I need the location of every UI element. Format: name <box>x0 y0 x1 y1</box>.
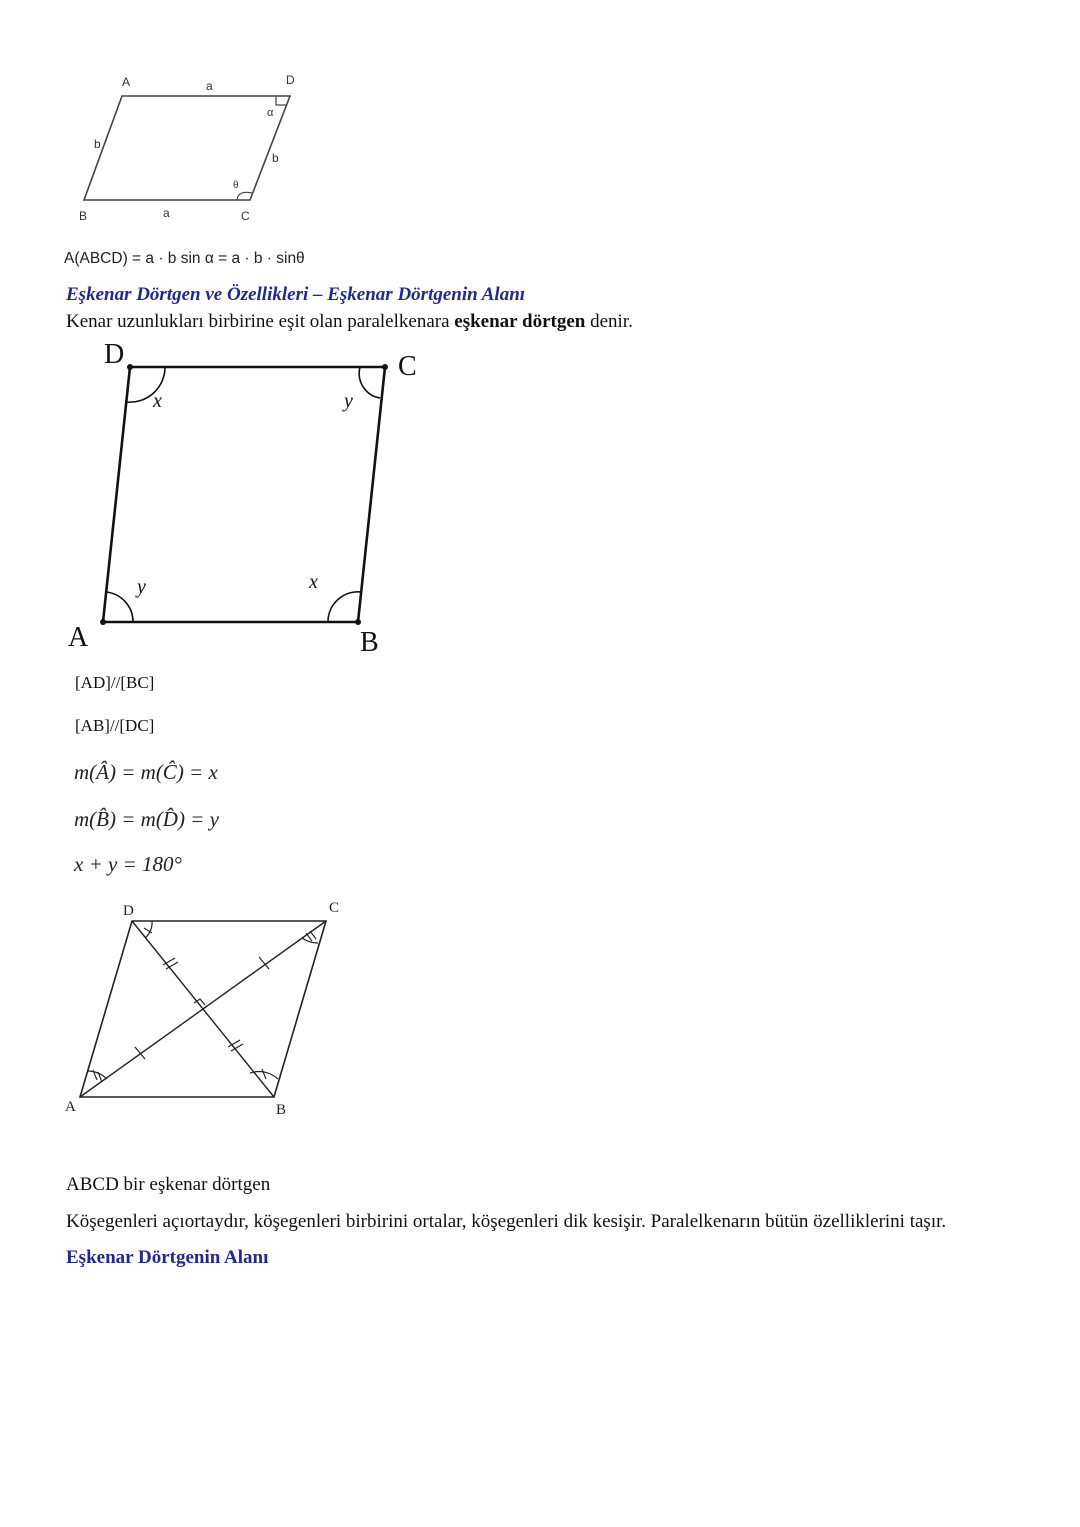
parallelogram-area-formula: A(ABCD) = a · b sin α = a · b · sinθ <box>64 250 305 267</box>
label-D: D <box>286 73 295 87</box>
angle-equation-2: m(B̂) = m(D̂) = y <box>74 807 219 831</box>
label-A: A <box>65 1099 76 1115</box>
tick-db-2a <box>228 1040 240 1047</box>
label-B: B <box>360 627 379 658</box>
label-B: B <box>276 1102 287 1118</box>
vertex-dot-B <box>355 619 361 625</box>
angle-arc-B <box>328 592 361 622</box>
angle-equation-1: m(Â) = m(Ĉ) = x <box>74 760 218 784</box>
intro-text-start: Kenar uzunlukları birbirine eşit olan paralelkenara <box>66 311 455 332</box>
footer-heading: Eşkenar Dörtgenin Alanı <box>66 1247 269 1268</box>
arc-tick-c1 <box>306 933 312 941</box>
arc-tick-c2 <box>310 931 316 939</box>
label-C: C <box>241 209 250 223</box>
angle-arc-C <box>359 367 380 398</box>
parallel-statement-1: [AD]//[BC] <box>75 673 155 692</box>
footer-line-1: ABCD bir eşkenar dörtgen <box>66 1174 271 1195</box>
angle-alpha-mark <box>276 96 286 105</box>
label-b-left: b <box>94 137 101 151</box>
arc-tick-b <box>262 1069 266 1079</box>
label-alpha: α <box>267 107 274 119</box>
label-C: C <box>329 900 340 916</box>
angle-label-x-D: x <box>153 390 162 412</box>
label-A: A <box>122 75 131 89</box>
angle-label-y-C: y <box>344 390 353 412</box>
angle-arc-A <box>106 592 133 622</box>
angle-label-x-B: x <box>309 571 318 593</box>
section-title: Eşkenar Dörtgen ve Özellikleri – Eşkenar Dörtgenin Alanı <box>66 284 526 305</box>
parallelogram-shape <box>84 96 290 200</box>
label-B: B <box>79 209 88 223</box>
label-b-right: b <box>272 151 279 165</box>
rhombus-diagonals-figure <box>0 895 1080 1135</box>
label-D: D <box>104 339 125 370</box>
vertex-dot-A <box>100 619 106 625</box>
angle-sum-equation: x + y = 180° <box>74 852 182 876</box>
label-a-top: a <box>206 79 213 93</box>
parallelogram-figure <box>0 0 1080 240</box>
label-theta: θ <box>233 180 239 191</box>
diagonal-DB <box>132 921 274 1097</box>
intro-text-end: denir. <box>585 311 633 332</box>
angle-label-y-A: y <box>137 576 146 598</box>
rhombus-angles-figure <box>0 330 1080 670</box>
label-A: A <box>68 622 89 653</box>
intro-bold-term: eşkenar dörtgen <box>454 311 586 332</box>
vertex-dot-C <box>382 364 388 370</box>
label-C: C <box>398 351 417 382</box>
label-a-bottom: a <box>163 206 170 220</box>
angle-arc-A <box>88 1071 107 1079</box>
label-D: D <box>123 903 134 919</box>
parallel-statement-2: [AB]//[DC] <box>75 716 155 735</box>
footer-line-2: Köşegenleri açıortaydır, köşegenleri birbirini ortalar, köşegenleri dik kesişir. Paralelkenarın bütün özelliklerini taşır. <box>66 1211 947 1232</box>
vertex-dot-D <box>127 364 133 370</box>
